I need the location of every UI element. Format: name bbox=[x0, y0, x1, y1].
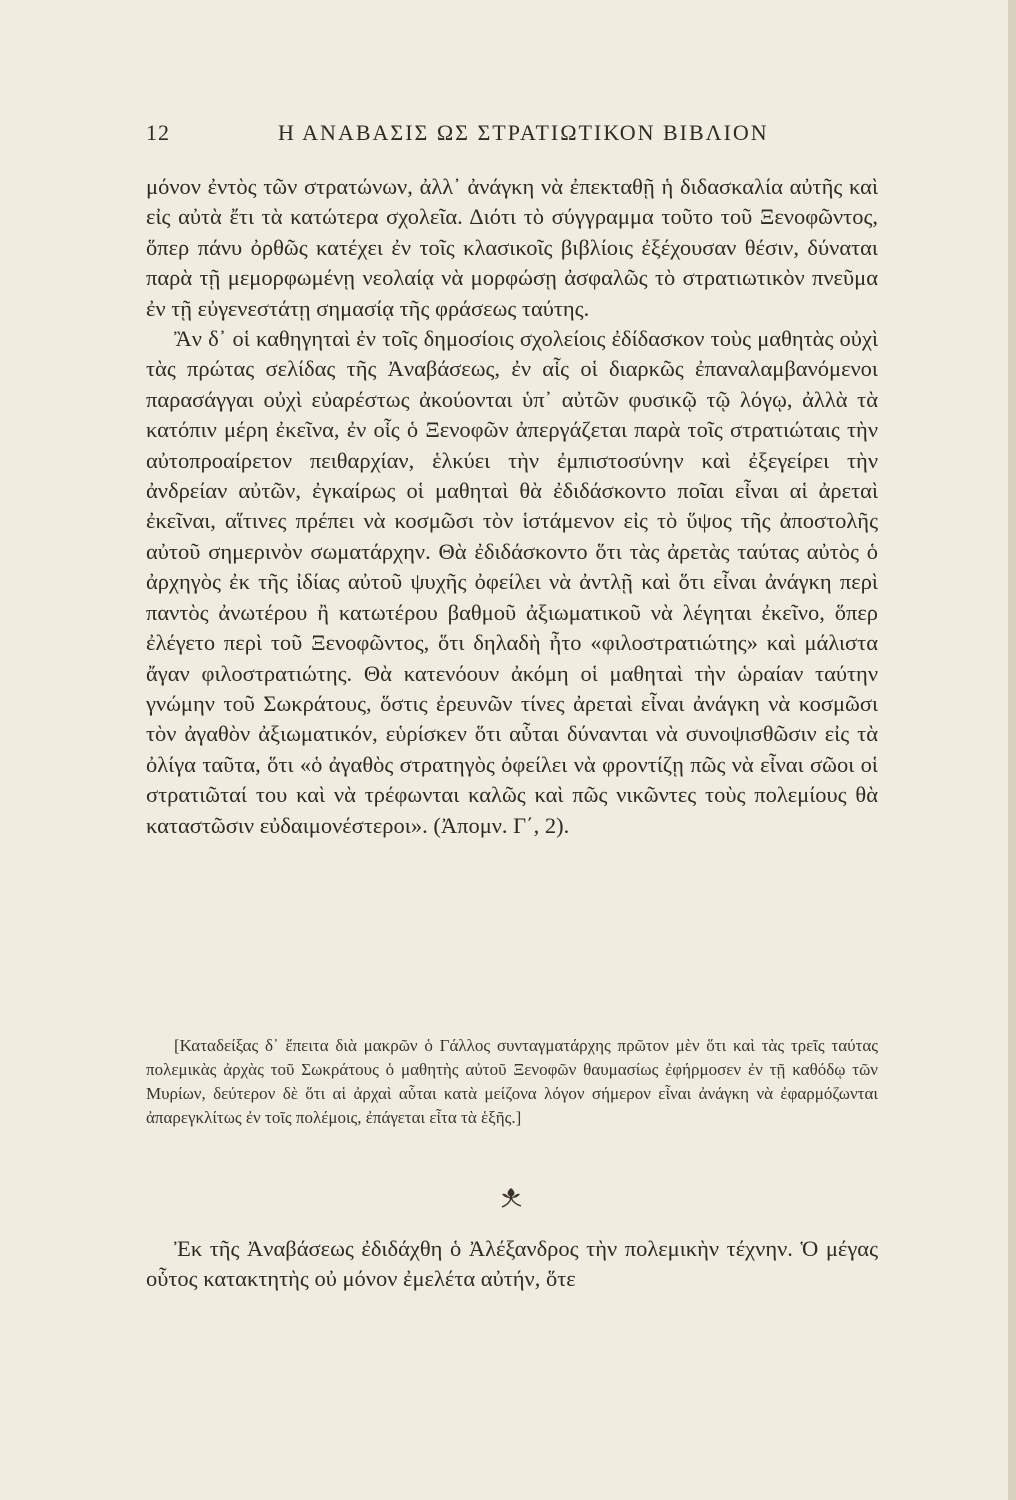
bracketed-note: [Καταδείξας δ᾽ ἔπειτα διὰ μακρῶν ὁ Γάλλος συνταγματάρχης πρῶτον μὲν ὅτι καὶ τὰς τρεῖς ταύτας πολεμικὰς ἀρχὰς τοῦ Σωκράτους ὁ μαθητὴς αὐτοῦ Ξενοφῶν θαυμασίως ἐφήρμοσεν ἐν τῇ καθόδῳ τῶν Μυρίων, δεύτερον δὲ ὅτι αἱ ἀρχαὶ αὗται κατὰ μείζονα λόγον σήμερον εἶναι ἀνάγκη νὰ ἐφαρμόζωνται ἀπαρεγκλίτως ἐν τοῖς πολέμοις, ἐπάγεται εἶτα τὰ ἑξῆς.] bbox=[146, 1036, 878, 1127]
section-text: Ἐκ τῆς Ἀναβάσεως ἐδιδάχθη ὁ Ἀλέξανδρος τὴν πολεμικὴν τέχνην. Ὁ μέγας οὗτος κατακτητὴς οὐ μόνον ἐμελέτα αὐτήν, ὅτε bbox=[146, 1236, 878, 1292]
paragraph: Ἂν δ᾽ οἱ καθηγηταὶ ἐν τοῖς δημοσίοις σχολείοις ἐδίδασκον τοὺς μαθητὰς οὐχὶ τὰς πρώτας σελίδας τῆς Ἀναβάσεως, ἐν αἷς οἱ διαρκῶς ἐπαναλαμβανόμενοι παρασάγγαι οὐχὶ εὐαρέστως ἀκούονται ὑπ᾽ αὐτῶν φυσικῷ τῷ λόγῳ, ἀλλὰ τὰ κατόπιν μέρη ἐκεῖνα, ἐν οἷς ὁ Ξενοφῶν ἀπεργάζεται παρὰ τοῖς στρατιώταις τὴν αὐτοπροαίρετον πειθαρχίαν, ἑλκύει τὴν ἐμπιστοσύνην καὶ ἐξεγείρει τὴν ἀνδρείαν αὐτῶν, ἐγκαίρως οἱ μαθηταὶ θὰ ἐδιδάσκοντο ποῖαι εἶναι αἱ ἀρεταὶ ἐκεῖναι, αἵτινες πρέπει νὰ κοσμῶσι τὸν ἱστάμενον εἰς τὸ ὕψος τῆς ἀποστολῆς αὐτοῦ σημερινὸν σωματάρχην. Θὰ ἐδιδάσκοντο ὅτι τὰς ἀρετὰς ταύτας αὐτὸς ὁ ἀρχηγὸς ἐκ τῆς ἰδίας αὐτοῦ ψυχῆς ὀφείλει νὰ ἀντλῇ καὶ ὅτι εἶναι ἀνάγκη περὶ παντὸς ἀνωτέρου ἢ κατωτέρου βαθμοῦ ἀξιωματικοῦ νὰ λέγηται ἐκεῖνο, ὅπερ ἐλέγετο περὶ τοῦ Ξενοφῶντος, ὅτι δηλαδὴ ἦτο «φιλοστρατιώτης» καὶ μάλιστα ἄγαν φιλοστρατιώτης. Θὰ κατενόουν ἀκόμη οἱ μαθηταὶ τὴν ὡραίαν ταύτην γνώμην τοῦ Σωκράτους, ὅστις ἐρευνῶν τίνες ἀρεταὶ εἶναι ἀνάγκη νὰ κοσμῶσι τὸν ἀγαθὸν ἀξιωματικόν, εὑρίσκεν ὅτι αὗται δύνανται νὰ συνοψισθῶσιν εἰς τὰ ὀλίγα ταῦτα, ὅτι «ὁ ἀγαθὸς στρατηγὸς ὀφείλει νὰ φροντίζῃ πῶς νὰ εἶναι σῶοι οἱ στρατιῶταί του καὶ νὰ τρέφωνται καλῶς καὶ πῶς νικῶντες τοὺς πολεμίους θὰ καταστῶσιν εὐδαιμονέστεροι». (Ἀπομν. Γ΄, 2). bbox=[146, 326, 878, 838]
main-text bbox=[146, 172, 878, 841]
running-title: Η ΑΝΑΒΑΣΙΣ ΩΣ ΣΤΡΑΤΙΩΤΙΚΟΝ ΒΙΒΛΙΟΝ bbox=[278, 120, 769, 145]
paragraph-continued: μόνον ἐντὸς τῶν στρατώνων, ἀλλ᾽ ἀνάγκη νὰ ἐπεκταθῇ ἡ διδασκαλία αὐτῆς καὶ εἰς αὐτὰ ἔτι τὰ κατώτερα σχολεῖα. Διότι τὸ σύγγραμμα τοῦτο τοῦ Ξενοφῶντος, ὅπερ πάνυ ὀρθῶς κατέχει ἐν τοῖς κλασικοῖς βιβλίοις ἐξέχουσαν θέσιν, δύναται παρὰ τῇ μεμορφωμένῃ νεολαίᾳ νὰ μορφώσῃ ἀσφαλῶς τὸ στρατιωτικὸν πνεῦμα ἐν τῇ εὐγενεστάτῃ σημασίᾳ τῆς φράσεως ταύτης. bbox=[146, 174, 878, 321]
floral-ornament-icon bbox=[496, 1185, 526, 1211]
page-edge bbox=[1008, 0, 1016, 1500]
page-number: 12 bbox=[146, 120, 170, 145]
